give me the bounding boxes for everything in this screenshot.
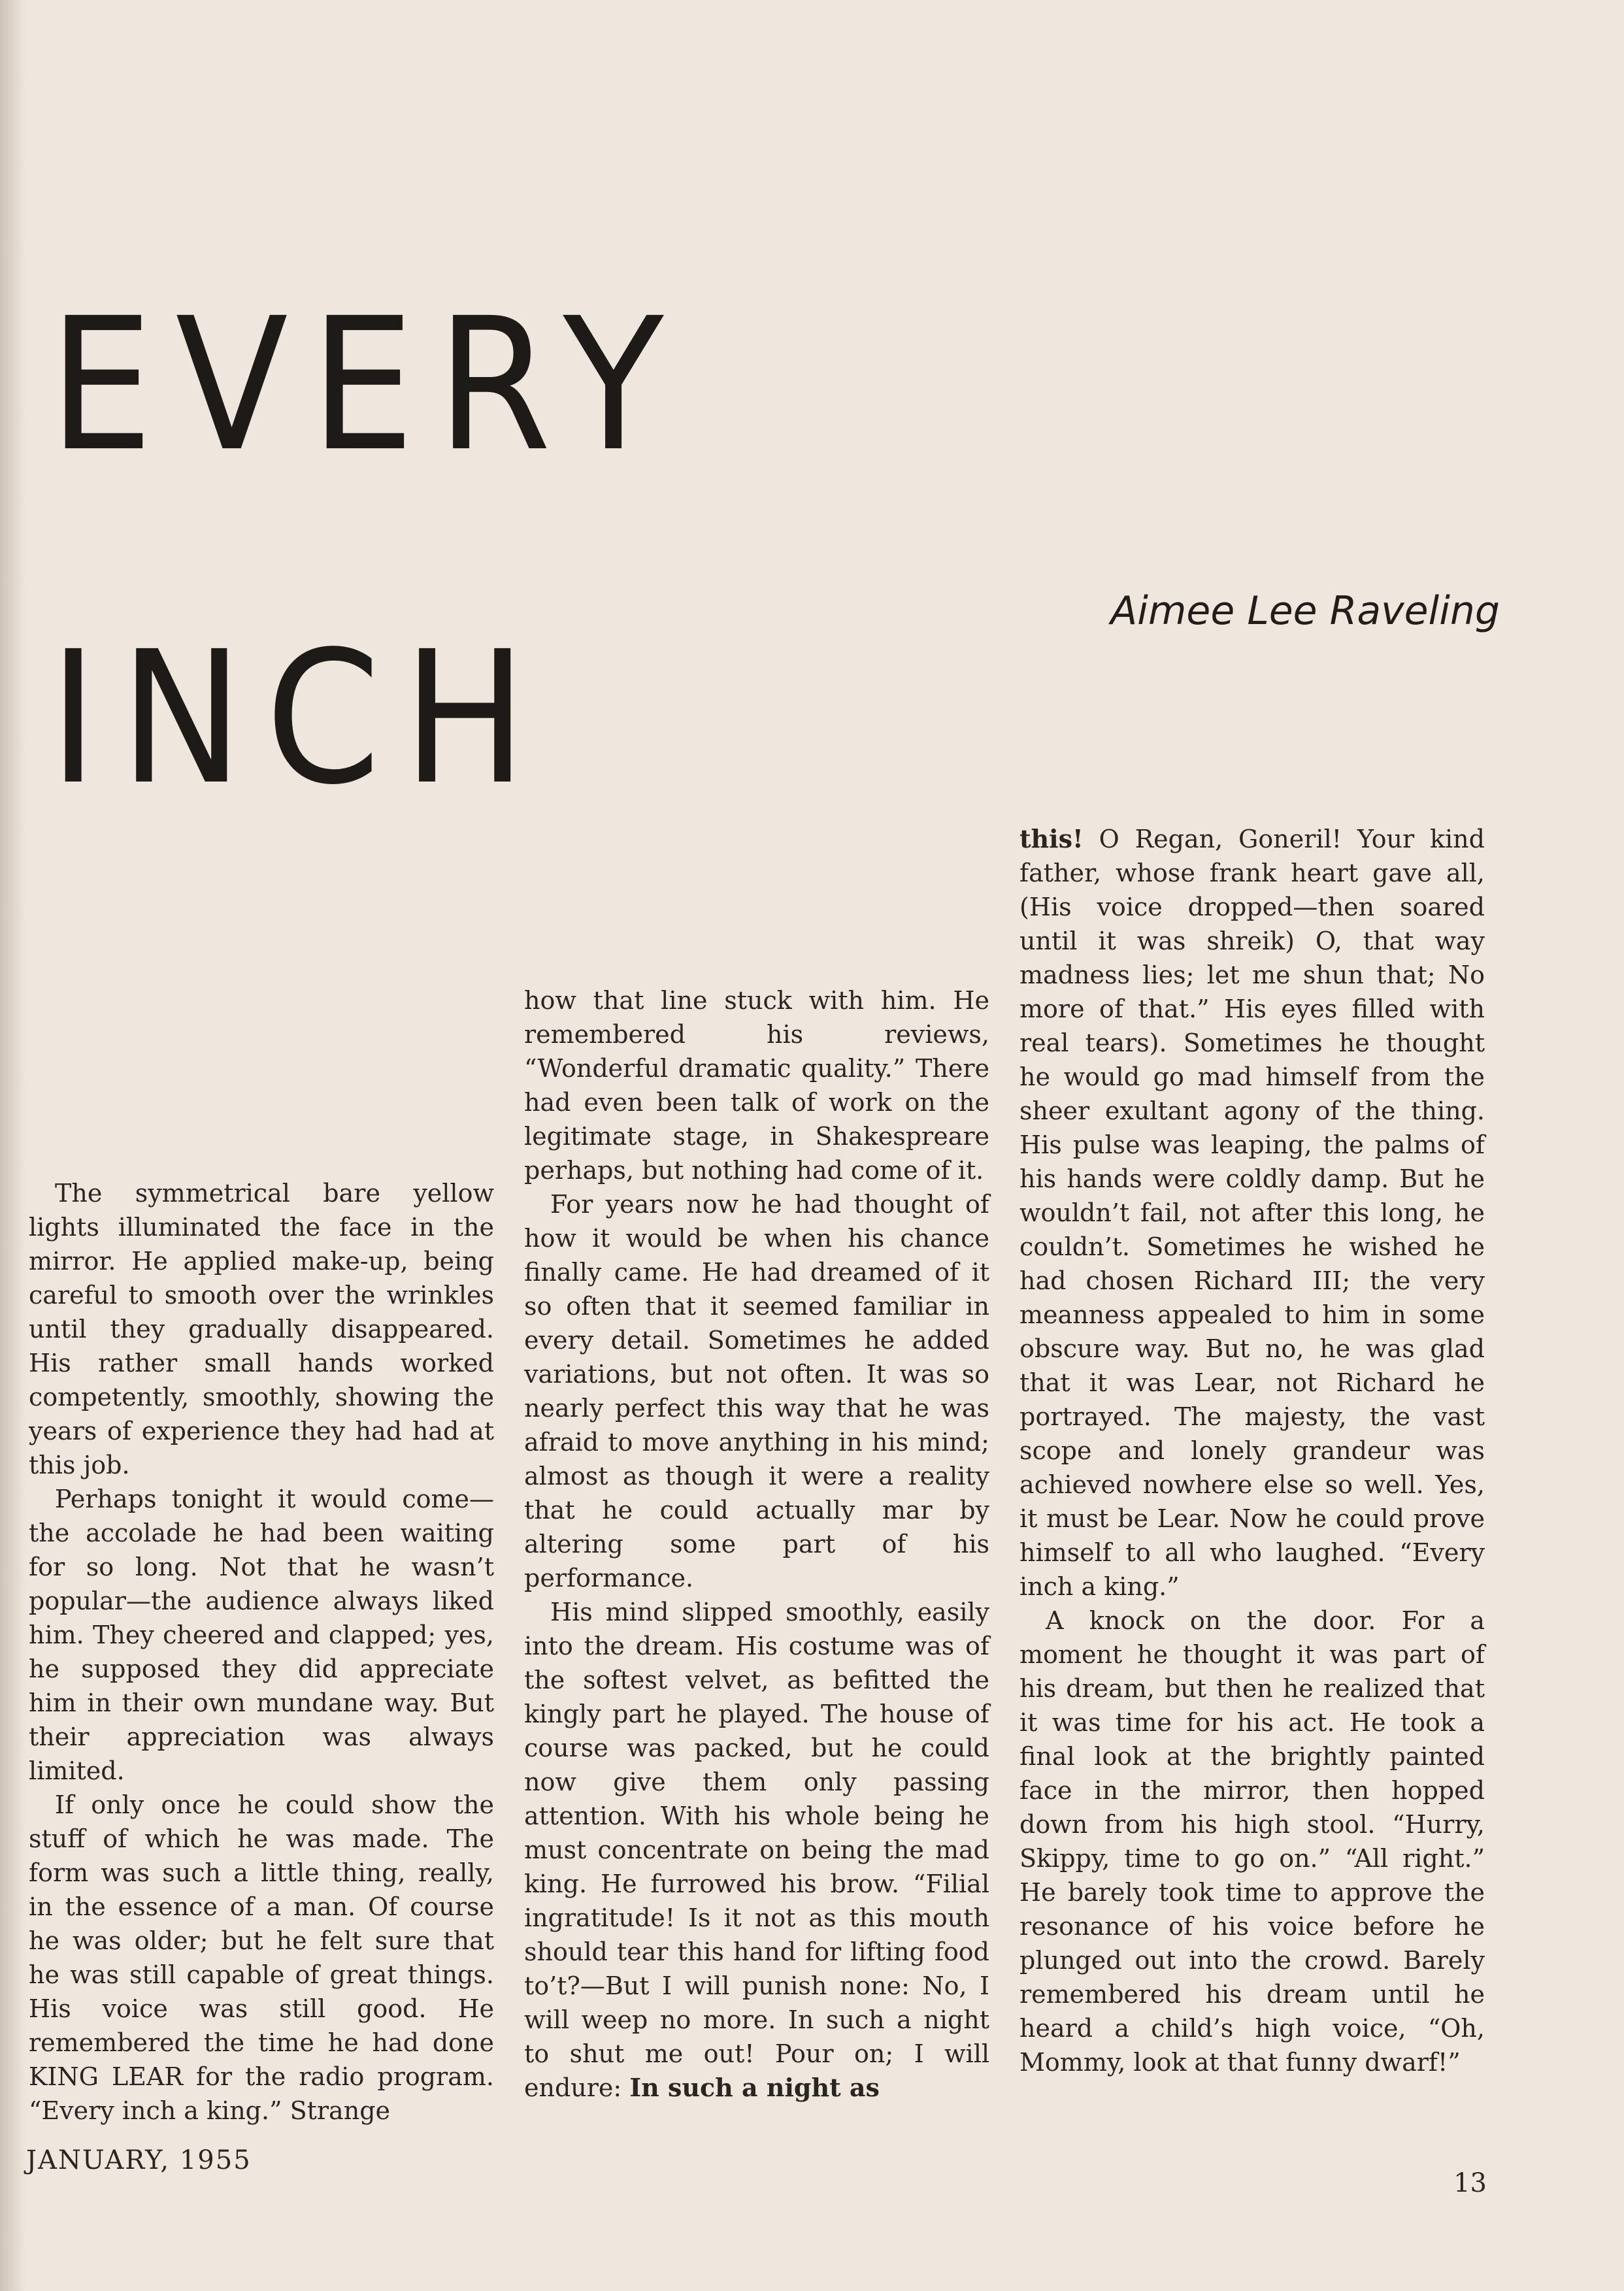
author-byline: Aimee Lee Raveling (1110, 588, 1500, 634)
paragraph-text: His mind slipped smoothly, easily into the dream. His costume was of the softest velvet, as befitted the kingly part he played. The house of course was packed, but he could now give them only passing attention. With his whole being he must concentrate on being the mad king. He furrowed his brow. “Filial ingratitude! Is it not as this mouth should tear this hand for lifting food to’t?—But I will punish none: No, I will weep no more. In such a night to shut me out! Pour on; I will endure: (524, 1598, 989, 2102)
paragraph: For years now he had thought of how it would be when his chance finally came. He had dreamed of it so often that it seemed familiar in every detail. Sometimes he added variations, but not often. It was so nearly perfect this way that he was afraid to move anything in his mind; almost as though it were a reality that he could actually mar by altering some part of his performance. (524, 1190, 989, 1592)
paragraph-text: O Regan, Goneril! Your kind father, whose frank heart gave all, (His voice dropped—then soared until it was shreik) O, that way madness lies; let me shun that; No more of that.” His eyes filled with real tears). Sometimes he thought he would go mad himself from the sheer exultant agony of the thing. His pulse was leaping, the palms of his hands were coldly damp. But he wouldn’t fail, not after this long, he couldn’t. Sometimes he wished he had chosen Richard III; the very meanness appealed to him in some obscure way. But no, he was glad that it was Lear, not Richard he portrayed. The majesty, the vast scope and lonely grandeur was achieved nowhere else so well. Yes, it must be Lear. Now he could prove himself to all who laughed. “Every inch a king.” (1019, 825, 1485, 1601)
text-column-2 (524, 983, 989, 2105)
text-column-3 (1019, 822, 1485, 2079)
title-line-every: EVERY (49, 279, 686, 492)
text-column-1 (29, 1176, 494, 2128)
paragraph: Perhaps tonight it would come—the accolade he had been waiting for so long. Not that he wasn’t popular—the audience always liked him. They cheered and clapped; yes, he supposed they did appreciate him in their own mundane way. But their appreciation was always limited. (29, 1485, 494, 1785)
issue-date: JANUARY, 1955 (26, 2145, 252, 2175)
page-number: 13 (1453, 2168, 1487, 2198)
paragraph: The symmetrical bare yellow lights illuminated the face in the mirror. He applied make-up, being careful to smooth over the wrinkles until they gradually disappeared. His rather small hands worked competently, smoothly, showing the years of experience they had had at this job. (29, 1179, 494, 1479)
bold-text: this! (1019, 824, 1084, 853)
binding-shadow (0, 0, 26, 2291)
paragraph (1019, 822, 1485, 1604)
bold-text: In such a night as (629, 2073, 880, 2102)
paragraph (524, 1595, 989, 2105)
paragraph: how that line stuck with him. He remembered his reviews, “Wonderful dramatic quality.” There had even been talk of work on the legitimate stage, in Shakespreare perhaps, but nothing had come of it. (524, 986, 989, 1185)
paragraph: If only once he could show the stuff of which he was made. The form was such a little thing, really, in the essence of a man. Of course he was older; but he felt sure that he was still capable of great things. His voice was still good. He remembered the time he had done KING LEAR for the radio program. “Every inch a king.” Strange (29, 1790, 494, 2125)
title-line-inch: INCH (49, 612, 550, 825)
paragraph: A knock on the door. For a moment he thought it was part of his dream, but then he realized that it was time for his act. He took a final look at the brightly painted face in the mirror, then hopped down from his high stool. “Hurry, Skippy, time to go on.” “All right.” He barely took time to approve the resonance of his voice before he plunged out into the crowd. Barely remembered his dream until he heard a child’s high voice, “Oh, Mommy, look at that funny dwarf!” (1019, 1606, 1485, 2077)
